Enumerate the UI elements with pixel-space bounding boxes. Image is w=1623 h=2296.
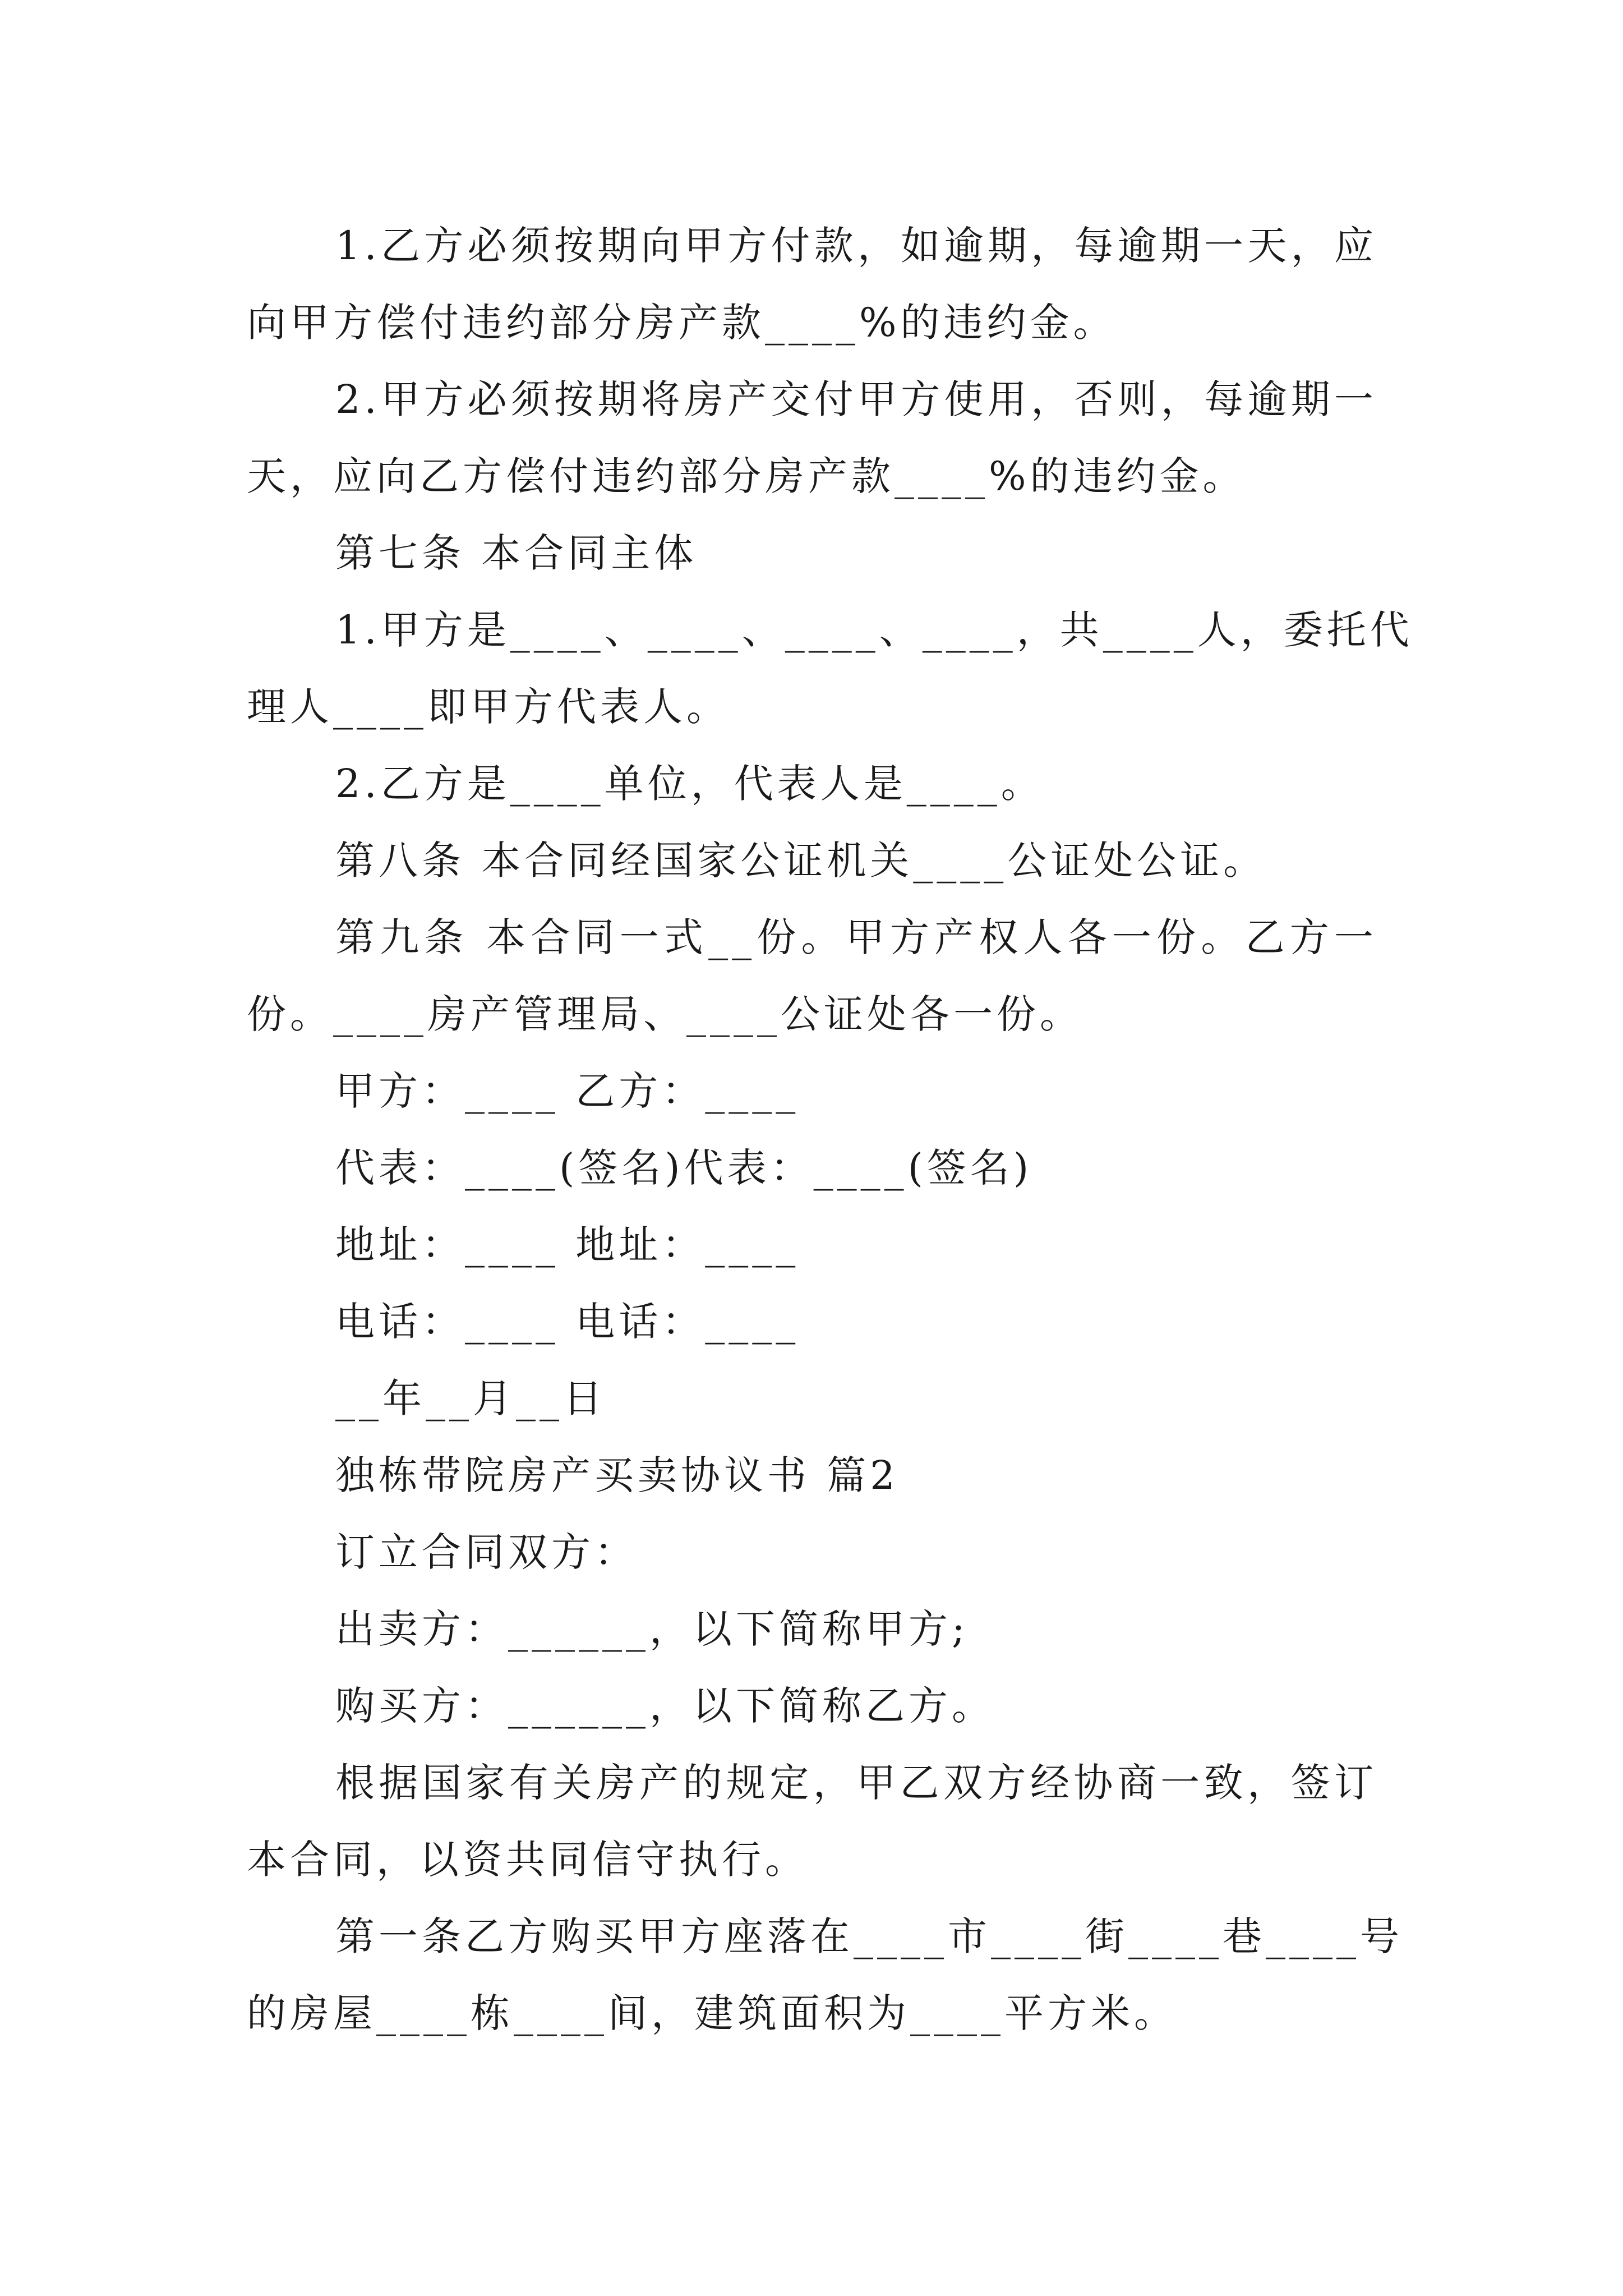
paragraph-line: 本合同，以资共同信守执行。 bbox=[247, 1837, 808, 1883]
signature-phone-line: 电话：____ 电话：____ bbox=[335, 1299, 800, 1345]
paragraph-line: 2.甲方必须按期将房产交付甲方使用，否则，每逾期一 bbox=[335, 376, 1377, 422]
paragraph-line: 理人____即甲方代表人。 bbox=[247, 684, 730, 730]
signature-address-line: 地址：____ 地址：____ bbox=[335, 1222, 800, 1268]
seller-line: 出卖方：______，以下简称甲方; bbox=[335, 1606, 969, 1652]
signature-representative-line: 代表：____(签名)代表：____(签名) bbox=[335, 1145, 1033, 1191]
paragraph-line: 向甲方偿付违约部分房产款____%的违约金。 bbox=[247, 300, 1117, 346]
paragraph-line: 2.乙方是____单位，代表人是____。 bbox=[335, 761, 1044, 807]
paragraph-line: 1.甲方是____、____、____、____，共____人，委托代 bbox=[335, 607, 1413, 653]
document-body bbox=[247, 208, 1413, 2052]
paragraph-line: 天，应向乙方偿付违约部分房产款____%的违约金。 bbox=[247, 453, 1246, 499]
paragraph-line: 1.乙方必须按期向甲方付款，如逾期，每逾期一天，应 bbox=[335, 223, 1377, 269]
article-line: 第九条 本合同一式__份。甲方产权人各一份。乙方一 bbox=[335, 914, 1377, 960]
paragraph-line: 的房屋____栋____间，建筑面积为____平方米。 bbox=[247, 1990, 1177, 2036]
signature-party-line: 甲方：____ 乙方：____ bbox=[335, 1068, 800, 1114]
article-line: 第八条 本合同经国家公证机关____公证处公证。 bbox=[335, 838, 1267, 884]
parties-heading: 订立合同双方： bbox=[335, 1529, 638, 1575]
article-heading: 第七条 本合同主体 bbox=[335, 530, 698, 576]
article-line: 第一条乙方购买甲方座落在____市____街____巷____号 bbox=[335, 1913, 1403, 1959]
section-title: 独栋带院房产买卖协议书 篇2 bbox=[335, 1452, 899, 1498]
paragraph-line: 份。____房产管理局、____公证处各一份。 bbox=[247, 991, 1083, 1037]
signature-date-line: __年__月__日 bbox=[335, 1375, 606, 1421]
buyer-line: 购买方：______，以下简称乙方。 bbox=[335, 1683, 995, 1729]
paragraph-line: 根据国家有关房产的规定，甲乙双方经协商一致，签订 bbox=[335, 1760, 1377, 1806]
